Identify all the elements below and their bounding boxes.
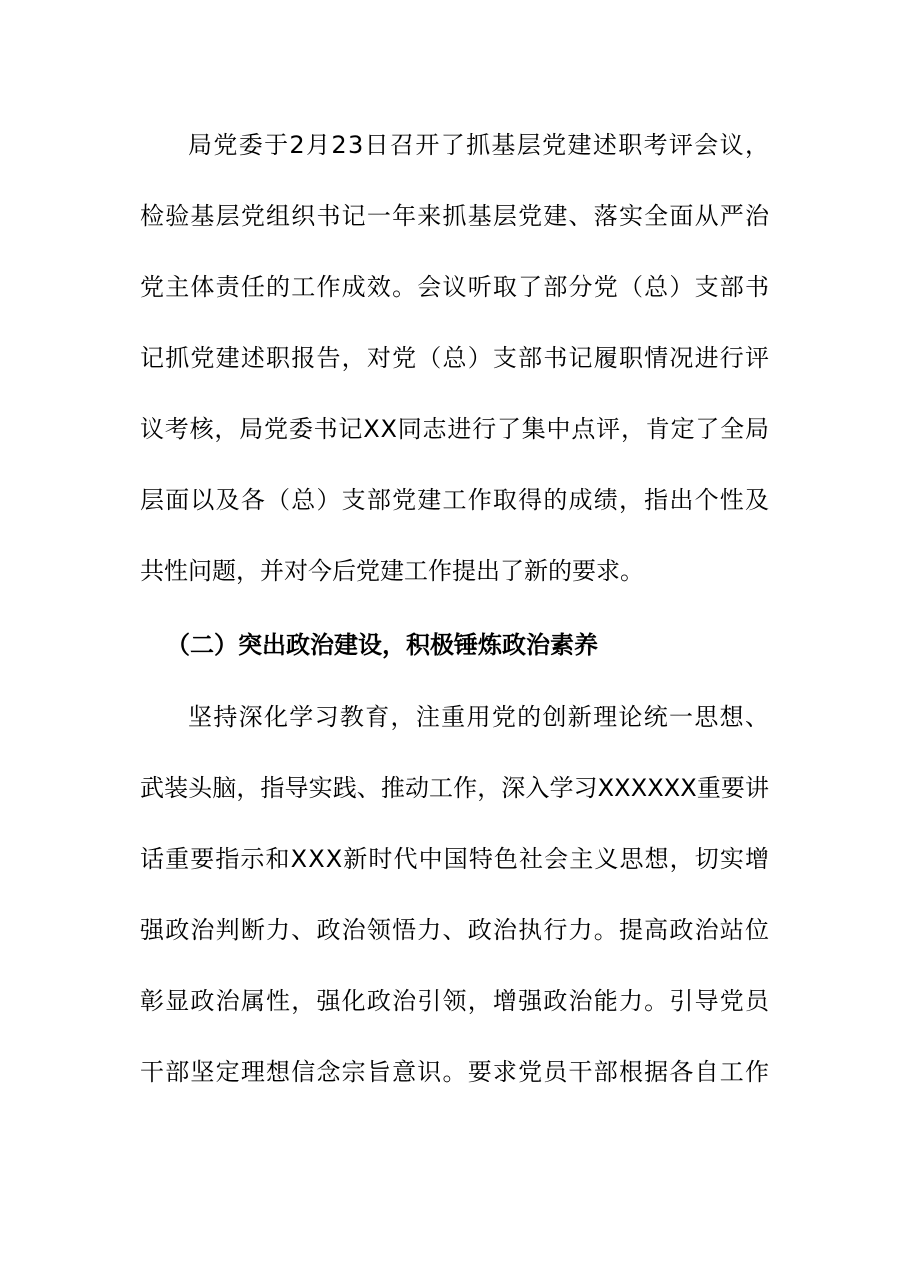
paragraph2-line-5-text: 彰显政治属性，强化政治引领，增强政治能力。引导党员 xyxy=(140,987,771,1015)
paragraph1-line-5 xyxy=(0,409,909,449)
paragraph2-line-1 xyxy=(0,697,909,737)
paragraph2-line-2-text: 武装头脑，指导实践、推动工作，深入学习XXXXXX重要讲 xyxy=(140,774,770,802)
paragraph2-line-3-text: 话重要指示和XXX新时代中国特色社会主义思想，切实增 xyxy=(140,845,771,873)
paragraph1-line-7 xyxy=(0,551,909,591)
section-heading xyxy=(0,625,909,665)
section-heading-text: （二）突出政治建设，积极锤炼政治素养 xyxy=(166,631,598,659)
paragraph1-line-2 xyxy=(0,196,909,236)
paragraph2-line-6 xyxy=(0,1052,909,1092)
paragraph1-line-6-text: 层面以及各（总）支部党建工作取得的成绩，指出个性及 xyxy=(140,486,771,514)
paragraph2-line-4 xyxy=(0,910,909,950)
paragraph2-line-3 xyxy=(0,839,909,879)
paragraph2-line-1-text: 坚持深化学习教育，注重用党的创新理论统一思想、 xyxy=(188,703,771,731)
paragraph1-line-5-text: 议考核，局党委书记XX同志进行了集中点评，肯定了全局 xyxy=(140,415,770,443)
paragraph1-line-3-text: 党主体责任的工作成效。会议听取了部分党（总）支部书 xyxy=(140,273,771,301)
paragraph2-line-6-text: 干部坚定理想信念宗旨意识。要求党员干部根据各自工作 xyxy=(140,1058,771,1086)
paragraph1-line-4-text: 记抓党建述职报告，对党（总）支部书记履职情况进行评 xyxy=(140,344,771,372)
paragraph2-line-5 xyxy=(0,981,909,1021)
paragraph1-line-3 xyxy=(0,267,909,307)
paragraph1-line-1 xyxy=(0,125,909,165)
paragraph1-line-7-text: 共性问题，并对今后党建工作提出了新的要求。 xyxy=(140,557,644,585)
paragraph2-line-2 xyxy=(0,768,909,808)
paragraph1-line-4 xyxy=(0,338,909,378)
paragraph1-line-1-text: 局党委于2月23日召开了抓基层党建述职考评会议， xyxy=(188,131,771,159)
paragraph1-line-2-text: 检验基层党组织书记一年来抓基层党建、落实全面从严治 xyxy=(140,202,771,230)
paragraph1-line-6 xyxy=(0,480,909,520)
paragraph2-line-4-text: 强政治判断力、政治领悟力、政治执行力。提高政治站位 xyxy=(140,916,771,944)
